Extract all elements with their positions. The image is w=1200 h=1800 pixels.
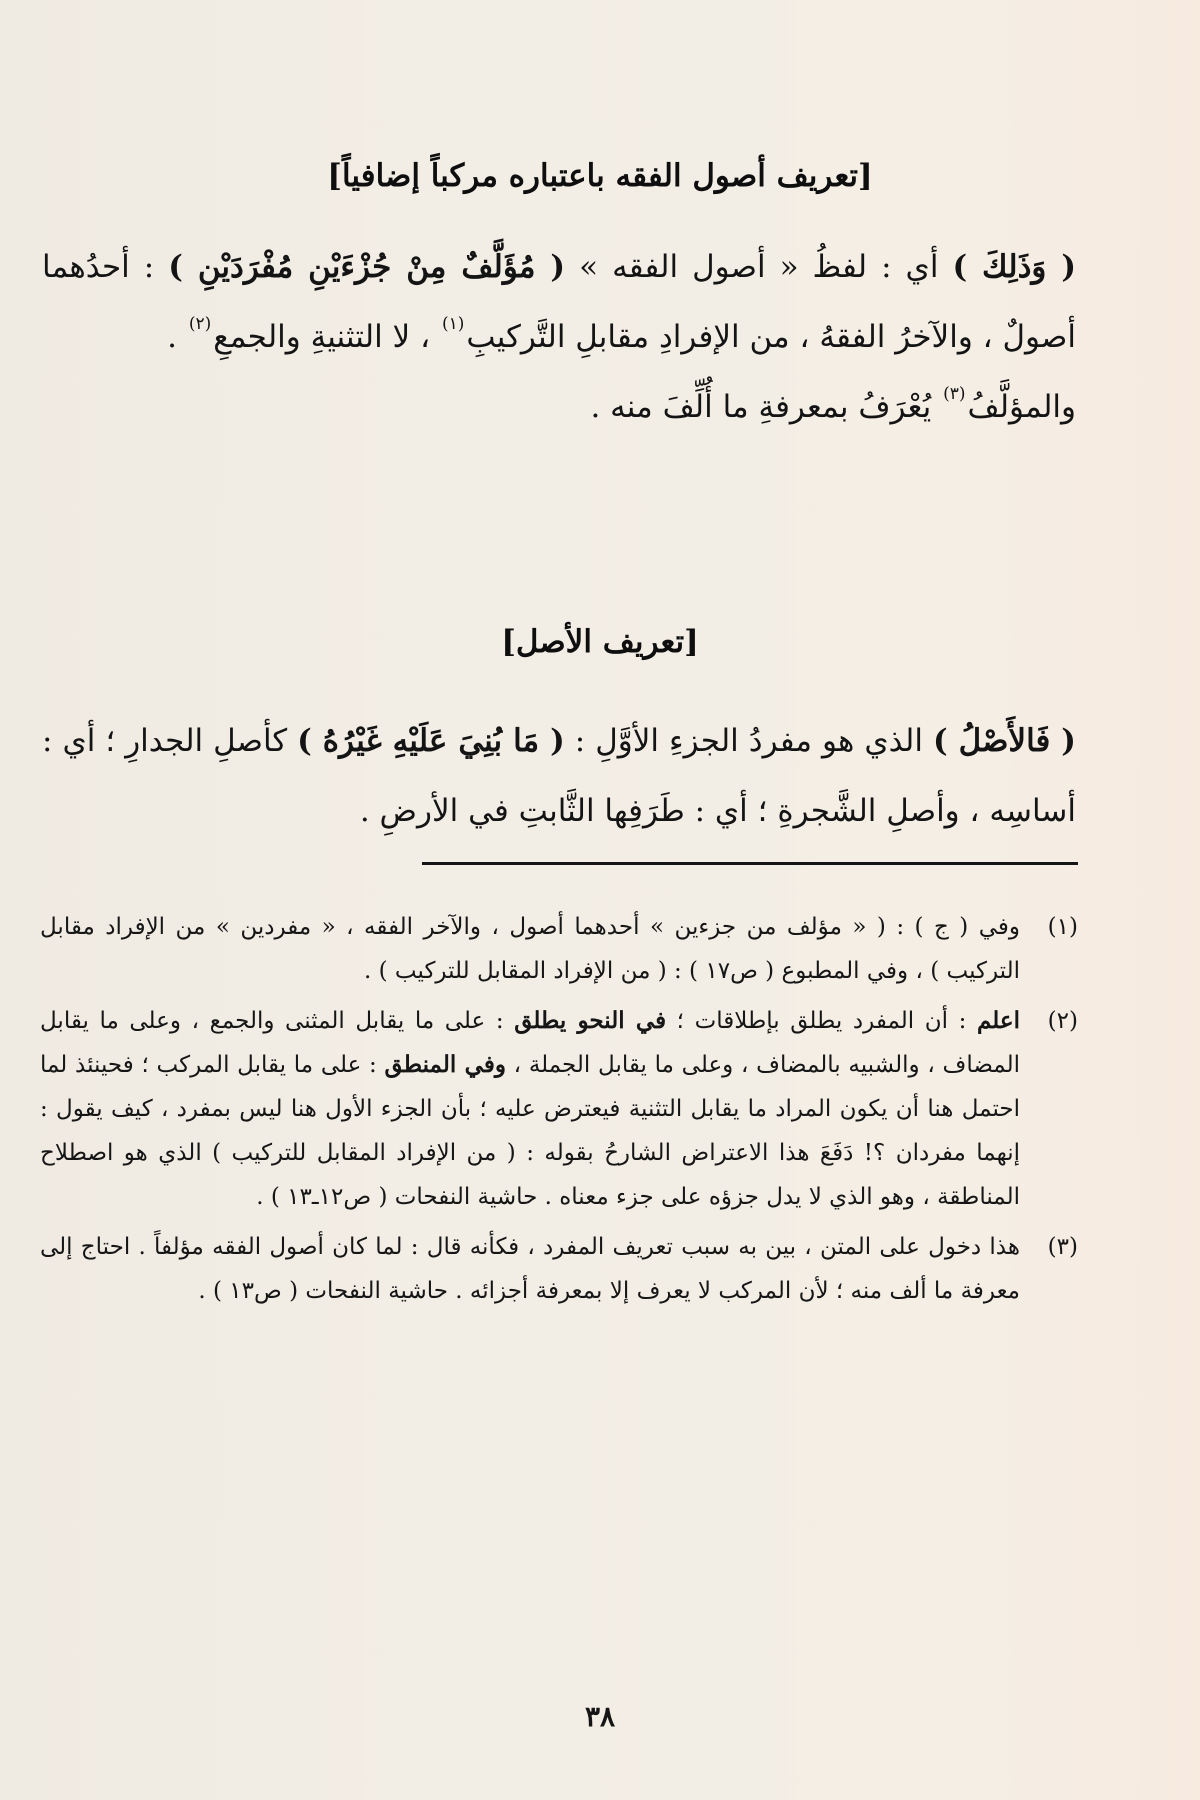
footnote-2 [40,999,1078,1219]
footnote-text: وفي ( ج ) : ( « مؤلف من جزءين » أحدهما أصول ، والآخر الفقه ، « مفردين » من الإفراد مقابل التركيب ) ، وفي المطبوع ( ص١٧ ) : ( من الإفراد المقابل للتركيب ) . [40,914,1020,984]
footnote-segment: : أن المفرد يطلق بإطلاقات ؛ [666,1008,977,1034]
commentary-text: أي : لفظُ « أصول الفقه » [565,249,953,285]
paragraph-composite-known [42,372,1076,442]
paragraph-asl [42,706,1076,846]
section-heading-usul-definition: [تعريف أصول الفقه باعتباره مركباً إضافياً] [327,158,873,194]
footnote-number: (٣) [1047,1234,1078,1260]
footnote-ref-3[interactable]: (٣) [943,384,966,404]
bold-term: في النحو يطلق [514,1007,667,1034]
footnote-text: هذا دخول على المتن ، بين به سبب تعريف المفرد ، فكأنه قال : لما كان أصول الفقه مؤلفاً . احتاج إلى معرفة ما ألف منه ؛ لأن المركب لا يعرف إلا بمعرفة أجزائه . حاشية النفحات ( ص١٣ ) . [40,1234,1020,1304]
matn-text: ( وَذَلِكَ ) [952,249,1076,285]
footnote-ref-1[interactable]: (١) [441,314,465,334]
footnote-1 [40,905,1078,993]
section-body-asl-definition [42,706,1076,846]
footnotes [40,905,1078,1319]
footnote-segment: : على ما يقابل المركب ؛ فحينئذ لما احتمل هنا أن يكون المراد ما يقابل التثنية فيعترض عليه ؛ بأن الجزء الأول هنا ليس بمفرد ، كيف يقول : إنهما مفردان ؟! دَفَعَ هذا الاعتراض الشارحُ بقوله : ( من الإفراد المقابل للتركيب ) الذي هو اصطلاح المناطقة ، وهو الذي لا يدل جزؤه على جزء معناه . حاشية النفحات ( ص١٢ـ١٣ ) . [40,1052,1020,1210]
footnote-text [40,999,1020,1219]
footnote-number: (٢) [1047,1008,1078,1034]
section-body-usul-definition [42,232,1076,442]
matn-text: ( مَا بُنِيَ عَلَيْهِ غَيْرُهُ ) [297,723,565,759]
matn-text: ( مُؤَلَّفٌ مِنْ جُزْءَيْنِ مُفْرَدَيْنِ ) [168,249,566,285]
section-heading-asl-definition: [تعريف الأصل] [501,624,699,660]
bold-term: اعلم [976,1007,1020,1034]
commentary-text: أحدُهما أصولٌ ، والآخرُ الفقهُ ، من الإفرادِ مقابلِ التَّركيبِ [42,249,1076,355]
footnote-3 [40,1225,1078,1313]
commentary-text: يُعْرَفُ بمعرفةِ ما أُلِّفَ منه . [590,389,942,425]
footnote-number: (١) [1047,914,1078,940]
page-number: ٣٨ [584,1700,616,1733]
footnote-segment: : على ما يقابل المثنى والجمع ، وعلى ما يقابل المضاف ، والشبيه بالمضاف ، وعلى ما يقابل الجملة ، [40,1008,1020,1078]
commentary-text: الذي هو مفردُ الجزءِ الأوَّلِ : [564,723,933,759]
commentary-text: كأصلِ الجدارِ ؛ أي : أساسِه ، وأصلِ الشَّجرةِ ؛ أي : طَرَفِها الثَّابتِ في الأرضِ . [42,723,1076,829]
commentary-text: ، لا التثنيةِ والجمعِ [213,319,440,355]
paragraph-composed-of-two-parts [42,232,1076,372]
commentary-text: والمؤلَّفُ [967,389,1076,425]
matn-text: ( فَالأَصْلُ ) [933,723,1076,759]
footnote-ref-2[interactable]: (٢) [188,314,212,334]
commentary-text: : [129,249,169,285]
footnote-divider [422,862,1078,865]
commentary-text: . [167,319,187,355]
bold-term: وفي المنطق [384,1051,506,1078]
